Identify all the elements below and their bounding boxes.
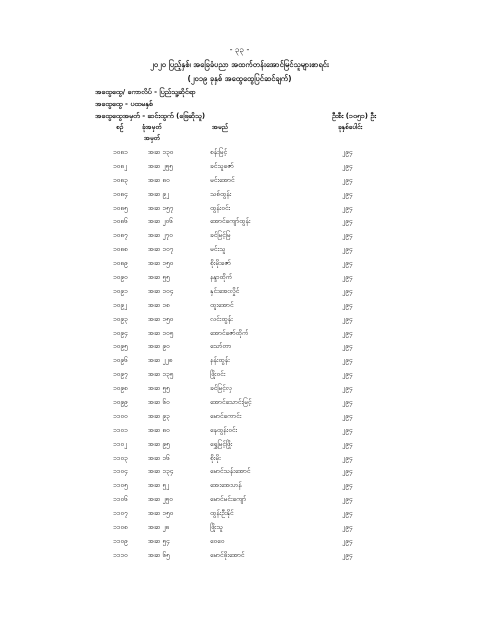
table-row xyxy=(0,412,479,426)
row-number: ၁၀၈၉ xyxy=(113,259,128,268)
year-total: ၂၉၄ xyxy=(342,398,353,407)
student-name: နှင်းအေးလှိုင် xyxy=(210,286,240,295)
roll-number: အဆ ၁၃၄ xyxy=(148,467,174,476)
roll-number: အဆ ၁၅၀ xyxy=(148,259,174,268)
group-label: အထွေထွေအမှတ် - ဆင်းထွက် (ဖြေဆိုသူ) xyxy=(95,112,206,120)
student-name: အောင်ကျော်ထွန်း xyxy=(210,217,251,226)
table-row xyxy=(0,287,479,301)
student-name: ခင်မြင့်လှ xyxy=(210,384,232,393)
student-name: ထွန်းဝင်း xyxy=(210,203,231,212)
page-number: - ၃၃ - xyxy=(229,45,250,54)
row-number: ၁၁၀၇ xyxy=(113,509,128,518)
student-name: မောင်ကောင်း xyxy=(210,411,242,420)
roll-number: အဆ ၁၀၄ xyxy=(148,286,174,295)
row-number: ၁၀၉၇ xyxy=(113,370,128,379)
roll-number: အဆ ၅၅ xyxy=(148,384,170,393)
student-name: ဖြိုးသူ xyxy=(210,523,223,532)
student-name: ခင်သူဇော် xyxy=(210,161,234,170)
table-row xyxy=(0,509,479,523)
table-row xyxy=(0,162,479,176)
roll-number: အဆ ၁၅၀ xyxy=(148,314,174,323)
table-row xyxy=(0,481,479,495)
row-number: ၁၀၉၈ xyxy=(113,384,128,393)
year-total: ၂၉၄ xyxy=(342,273,353,282)
row-number: ၁၀၉၆ xyxy=(113,356,128,365)
year-total: ၂၉၄ xyxy=(342,495,353,504)
table-row xyxy=(0,426,479,440)
table-row xyxy=(0,273,479,287)
document-subtitle: (၂၀၁၉ ခုနှစ် အထွေထွေပြင်ဆင်ချက်) xyxy=(187,74,292,83)
row-number: ၁၀၈၃ xyxy=(113,175,128,184)
row-number: ၁၀၈၄ xyxy=(113,189,128,198)
table-row xyxy=(0,204,479,218)
student-name: မင်းအောင် xyxy=(210,175,235,184)
year-total: ၂၉၄ xyxy=(342,550,353,559)
student-name: အေးအေးဟန် xyxy=(210,481,242,490)
year-total: ၂၉၄ xyxy=(342,286,353,295)
student-name: ဖြိုးဝင်း xyxy=(210,370,226,379)
column-header-roll: ခုံအမှတ် xyxy=(142,123,162,131)
roll-number: အဆ ၁၀၅ xyxy=(148,328,174,337)
roll-number: အဆ ၂၅၅ xyxy=(148,161,173,170)
row-number: ၁၀၉၅ xyxy=(113,342,128,351)
student-name: စိုးမိုးဇော် xyxy=(210,259,231,268)
row-number: ၁၁၀၈ xyxy=(113,523,128,532)
table-row xyxy=(0,523,479,537)
roll-number: အဆ ၆၀ xyxy=(148,398,170,407)
year-total: ၂၉၄ xyxy=(342,370,353,379)
roll-number: အဆ ၂၀၆ xyxy=(148,217,173,226)
table-row xyxy=(0,398,479,412)
student-name: နန်းထွန်း xyxy=(210,356,230,365)
roll-number: အဆ ၅၅ xyxy=(148,273,170,282)
student-name: မောင်ဖိုးအောင် xyxy=(210,550,245,559)
roll-number: အဆ ၆၅ xyxy=(148,550,170,559)
row-number: ၁၀၈၆ xyxy=(113,217,128,226)
roll-number: အဆ ၉၂ xyxy=(148,189,170,198)
student-name: စန်းမြင့် xyxy=(210,148,228,156)
row-number: ၁၁၀၄ xyxy=(113,467,128,476)
roll-number: အဆ ၉၅ xyxy=(148,439,170,448)
year-total: ၂၉၄ xyxy=(342,342,353,351)
table-row xyxy=(0,467,479,481)
roll-number: အဆ ၈၀ xyxy=(148,425,170,434)
table-row xyxy=(0,537,479,551)
roll-number: အဆ ၈၀ xyxy=(148,175,170,184)
student-name: ရွှေမြင့်ဖြိုး xyxy=(210,439,233,448)
row-number: ၁၁၀၁ xyxy=(113,425,128,434)
table-row xyxy=(0,370,479,384)
year-total: ၂၉၄ xyxy=(342,148,353,156)
table-row xyxy=(0,315,479,329)
year-total: ၂၉၄ xyxy=(342,300,353,309)
roll-number: အဆ ၁၆ xyxy=(148,453,170,462)
row-number: ၁၀၉၂ xyxy=(113,300,128,309)
group-count: ဦးစီး (၁၀၅၁) ဦး xyxy=(332,112,377,120)
year-total: ၂၉၄ xyxy=(342,467,353,476)
table-row xyxy=(0,176,479,190)
student-name: မောင်သန်းအောင် xyxy=(210,467,251,476)
year-total: ၂၉၄ xyxy=(342,328,353,337)
table-row xyxy=(0,148,479,162)
column-header-no: စဥ် xyxy=(116,123,124,131)
table-row xyxy=(0,440,479,454)
year-total: ၂၉၄ xyxy=(342,384,353,393)
roll-number: အဆ ၉၃ xyxy=(148,411,170,420)
roll-number: အဆ ၁၀၇ xyxy=(148,245,174,254)
table-row xyxy=(0,356,479,370)
row-number: ၁၁၀၃ xyxy=(113,453,128,462)
year-total: ၂၉၄ xyxy=(342,411,353,420)
year-total: ၂၉၄ xyxy=(342,161,353,170)
student-name: နန္ဒာထိုက် xyxy=(210,273,233,282)
student-name: မင်းသူ xyxy=(210,245,226,254)
table-row xyxy=(0,329,479,343)
category-line: အထွေထွေ/ ကောလိပ် - ပြည်သူ့ဆိုင်ရာ xyxy=(95,88,196,96)
row-number: ၁၀၈၁ xyxy=(113,148,128,156)
row-number: ၁၁၀၅ xyxy=(113,481,128,490)
student-name: သော်တာ xyxy=(210,342,232,351)
row-number: ၁၁၀၂ xyxy=(113,439,128,448)
roll-number: အဆ ၁၃၀ xyxy=(148,148,174,156)
roll-number: အဆ ၂၈ xyxy=(148,523,170,532)
row-number: ၁၁၀၀ xyxy=(113,411,128,420)
table-row xyxy=(0,342,479,356)
year-total: ၂၉၄ xyxy=(342,453,353,462)
roll-number: အဆ ၁၅၇ xyxy=(148,203,174,212)
table-row xyxy=(0,301,479,315)
student-name: ဝေဝေ xyxy=(210,536,225,545)
year-total: ၂၉၄ xyxy=(342,245,353,254)
table-row xyxy=(0,217,479,231)
student-name: ခင်မြင့်မြ xyxy=(210,231,231,240)
year-total: ၂၉၄ xyxy=(342,356,353,365)
column-header-roll-sub: အမှတ် xyxy=(144,134,161,142)
roll-number: အဆ ၁၃၅ xyxy=(148,370,174,379)
year-total: ၂၉၄ xyxy=(342,481,353,490)
subcategory-line: အထွေထွေ - ပထမနှစ် xyxy=(95,100,153,108)
year-total: ၂၉၄ xyxy=(342,175,353,184)
table-row xyxy=(0,190,479,204)
student-name: ထူးအောင် xyxy=(210,300,234,309)
year-total: ၂၉၄ xyxy=(342,189,353,198)
student-name: အောင်သောင်းမြင့် xyxy=(210,398,252,407)
student-name: ထွန်းဦးနိုင် xyxy=(210,509,234,518)
year-total: ၂၉၄ xyxy=(342,203,353,212)
student-name: အောင်ဇော်ထိုက် xyxy=(210,328,249,337)
student-name: မောင်မင်းကျော် xyxy=(210,495,247,504)
student-name: လင်းထွန်း xyxy=(210,314,233,323)
student-name: သစ်ထွန်း xyxy=(210,189,232,198)
row-number: ၁၀၉၁ xyxy=(113,286,128,295)
table-row xyxy=(0,245,479,259)
year-total: ၂၉၄ xyxy=(342,509,353,518)
row-number: ၁၀၈၅ xyxy=(113,203,128,212)
year-total: ၂၉၄ xyxy=(342,314,353,323)
table-row xyxy=(0,231,479,245)
year-total: ၂၉၄ xyxy=(342,536,353,545)
student-name: နေထွန်းဝင်း xyxy=(210,425,238,434)
year-total: ၂၉၄ xyxy=(342,259,353,268)
roll-number: အဆ ၅၄ xyxy=(148,536,170,545)
roll-number: အဆ ၅၂ xyxy=(148,481,170,490)
student-name: စိုးမိုး xyxy=(210,453,221,462)
roll-number: အဆ ၉၀ xyxy=(148,342,170,351)
roll-number: အဆ ၂၅၀ xyxy=(148,495,173,504)
row-number: ၁၁၀၉ xyxy=(113,536,128,545)
year-total: ၂၉၄ xyxy=(342,439,353,448)
roll-number: အဆ ၁၅၀ xyxy=(148,509,174,518)
row-number: ၁၁၁၀ xyxy=(113,550,128,559)
roll-number: အဆ ၂၂၈ xyxy=(148,356,173,365)
table-row xyxy=(0,551,479,565)
row-number: ၁၀၈၈ xyxy=(113,245,128,254)
year-total: ၂၉၄ xyxy=(342,217,353,226)
row-number: ၁၀၈၇ xyxy=(113,231,128,240)
table-row xyxy=(0,259,479,273)
row-number: ၁၀၉၀ xyxy=(113,273,128,282)
row-number: ၁၀၈၂ xyxy=(113,161,128,170)
year-total: ၂၉၄ xyxy=(342,425,353,434)
results-table xyxy=(0,148,479,565)
table-row xyxy=(0,384,479,398)
row-number: ၁၀၉၉ xyxy=(113,398,128,407)
year-total: ၂၉၄ xyxy=(342,523,353,532)
table-row xyxy=(0,495,479,509)
row-number: ၁၀၉၃ xyxy=(113,314,128,323)
column-header-name: အမည် xyxy=(212,123,228,131)
column-header-year: ခုနှစ်ပေါင်း xyxy=(338,123,363,131)
year-total: ၂၉၄ xyxy=(342,231,353,240)
row-number: ၁၁၀၆ xyxy=(113,495,128,504)
roll-number: အဆ ၁၈ xyxy=(148,300,170,309)
table-row xyxy=(0,454,479,468)
row-number: ၁၀၉၄ xyxy=(113,328,128,337)
roll-number: အဆ ၂၇၀ xyxy=(148,231,173,240)
document-title: ၂၀၂၀ ပြည့်နှစ်၊ အခြေခံပညာ အထက်တန်းအောင်မြင်သူများစာရင်း xyxy=(150,60,329,69)
